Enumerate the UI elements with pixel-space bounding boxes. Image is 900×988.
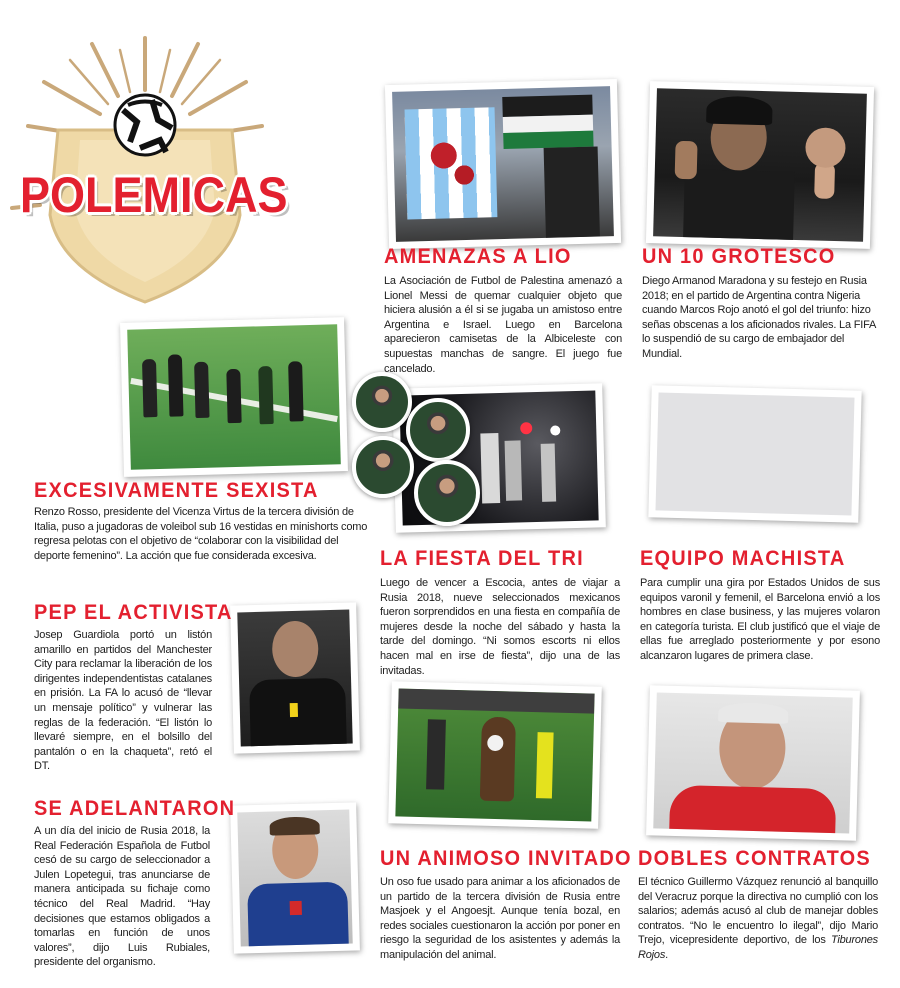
article-machista: Para cumplir una gira por Estados Unidos de sus equipos varonil y femenil, el Barcelona envió a los hombres en clase business, y las mujeres volaron en categoría turista. El club justificó que el viaje de ellas fue arreglado posteriormente y por esono alcanzaron lugares de primera clase. [640,577,880,662]
article-fiesta: Luego de vencer a Escocia, antes de viajar a Rusia 2018, nueve seleccionados mexicanos fueron sorprendidos en una fiesta en compañía de mujeres desde la noche del sábado y hasta la tarde del domingo. “Ni somos escorts ni ellos hacen mal en irse de fiesta”, dijo una de las invitadas. [380,577,620,677]
article-pep: Josep Guardiola portó un listón amarillo en partidos del Manchester City para reclamar la liberación de los dirigentes independentistas catalanes en prisión. La FA lo acusó de “llevar un mensaje político” y vulnerar las reglas de la federación. “El listón lo llevaré siempre, en el bolsillo del pantalón o en la chaqueta”, retó el DT. [34,629,212,773]
article-amenazas: La Asociación de Futbol de Palestina amenazó a Lionel Messi de quemar cualquier objeto que hiciera alusión a él si se jugaba un amistoso entre Argentina e Israel. Luego en Barcelona aparecieron camisetas de la Albiceleste con supuestas manchas de sangre. El juego fue cancelado. [384,275,622,375]
headline-grotesco: UN 10 GROTESCO [642,245,836,268]
photo-placeholder [648,385,861,522]
player-portrait [352,436,414,498]
section-title: POLEMICAS [20,167,288,223]
headline-pep: PEP EL ACTIVISTA [34,601,233,624]
article-grotesco: Diego Armanod Maradona y su festejo en Rusia 2018; en el partido de Argentina contra Nigeria cuando Marcos Rojo anotó el gol del triunfo: hizo señas obscenas a los aficionados rivales. La FIFA lo suspendió de su cargo de embajador del Mundial. [642,275,876,360]
photo-bloody-shirts [385,79,621,249]
player-portrait [414,460,480,526]
photo-guardiola [230,602,360,753]
headline-sexista: EXCESIVAMENTE SEXISTA [34,479,319,502]
article-adelantaron: A un día del inicio de Rusia 2018, la Real Federación Española de Futbol cesó de su cargo de seleccionador a Julen Lopetegui, tras anunciarse de manera anticipada su fichaje como técnico del Real Madrid. “Hay decisiones que estamos obligados a tomarlas en función de unos valores”, dijo Luis Rubiales, presidente del organismo. [34,825,210,969]
article-dobles-text: El técnico Guillermo Vázquez renunció al banquillo del Veracruz porque la directiva no cumplió con los salarios; además acusó al club de manejar dobles contratos. “No le encuentro lo ilegal”, dijo Mario Trejo, vicepresidente deportivo, de los [638,876,878,947]
article-sexista: Renzo Rosso, presidente del Vicenza Virtus de la tercera división de Italia, puso a jugadoras de voleibol sub 16 vestidas en minishorts como regresa pelotas con el objetivo de “colaborar con la visibilidad del deporte femenino”. La acción que fue considerada excesiva. [34,506,368,562]
article-dobles-end: . [665,948,668,961]
headline-adelantaron: SE ADELANTARON [34,797,236,820]
player-portrait [352,372,412,432]
photo-vazquez [646,685,860,840]
photo-bear [388,681,602,828]
photo-ball-girls [120,317,348,477]
team-name: Tiburones Rojos [638,934,878,961]
headline-fiesta: LA FIESTA DEL TRI [380,547,584,570]
player-portrait [406,398,470,462]
photo-maradona [646,81,874,249]
photo-lopetegui [230,802,360,953]
article-animoso: Un oso fue usado para animar a los aficionados de un partido de la tercera división de Rusia entre Masjoek y el Angoesjt. Aunque tenía bozal, en redes sociales cuestionaron la acción por poner en riesgo la seguridad de los asistentes y además la manipulación del animal. [380,876,620,961]
headline-animoso: UN ANIMOSO INVITADO [380,847,632,870]
headline-machista: EQUIPO MACHISTA [640,547,846,570]
headline-dobles: DOBLES CONTRATOS [638,847,871,870]
article-dobles [638,875,878,963]
headline-amenazas: AMENAZAS A LIO [384,245,572,268]
